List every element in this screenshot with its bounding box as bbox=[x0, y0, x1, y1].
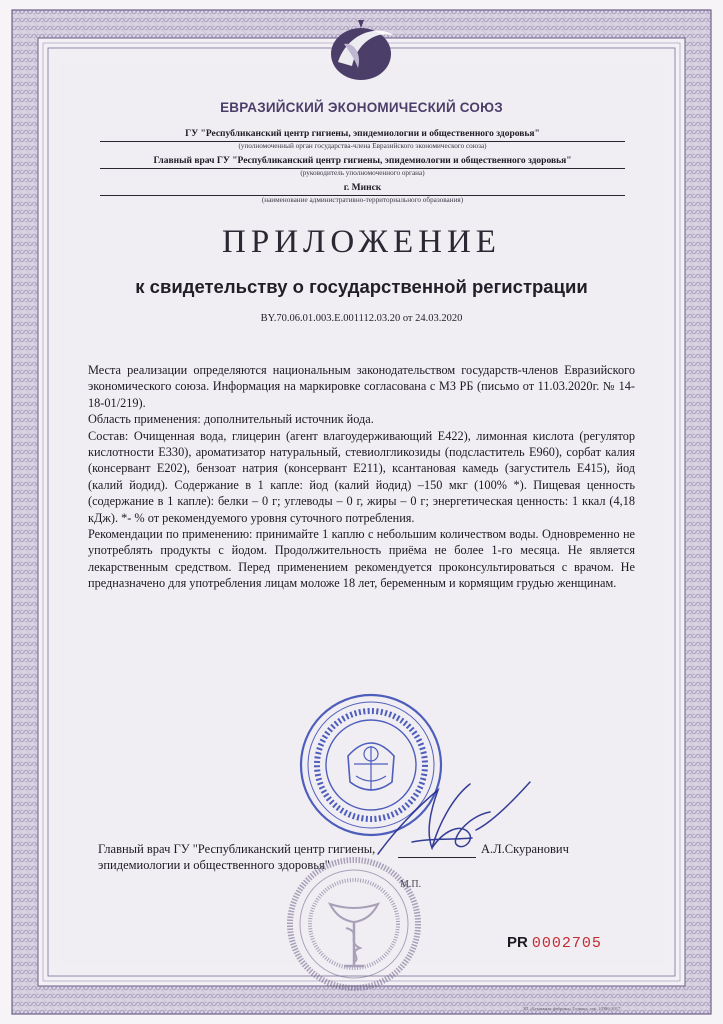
head-caption: (руководитель уполномоченного органа) bbox=[300, 169, 425, 177]
printer-note: ЗП «Бумажная фабрика» Гознака, зак. 10386-2017 bbox=[523, 1006, 621, 1011]
location-value: г. Минск bbox=[343, 183, 382, 193]
authority-caption: (уполномоченный орган государства-члена Евразийского экономического союза) bbox=[238, 142, 487, 150]
body-paragraph-scope: Область применения: дополнительный источник йода. bbox=[88, 412, 374, 427]
head-field bbox=[100, 155, 625, 178]
serial-digits: 0002705 bbox=[531, 935, 602, 952]
location-caption: (наименование административно-территориального образования) bbox=[261, 196, 464, 204]
document-subtitle: к свидетельству о государственной регистрации bbox=[135, 276, 588, 297]
serial-number bbox=[507, 934, 602, 952]
medical-emblem-icon bbox=[286, 856, 422, 992]
signatory-name: А.Л.Скуранович bbox=[481, 842, 569, 856]
stamp-place-label: М.П. bbox=[400, 879, 422, 890]
union-name: ЕВРАЗИЙСКИЙ ЭКОНОМИЧЕСКИЙ СОЮЗ bbox=[220, 100, 503, 115]
eaeu-logo-icon bbox=[318, 14, 404, 88]
authority-field bbox=[100, 128, 625, 151]
signatory-position: Главный врач ГУ "Республиканский центр гигиены, эпидемиологии и общественного здоровья" bbox=[98, 842, 376, 872]
body-text bbox=[88, 362, 635, 592]
body-paragraph-places: Места реализации определяются национальным законодательством государств-членов Евразийского экономического союза. Информация на маркировке согласована с МЗ РБ (письмо от 11.03.2020г. № 14-18-01/219). bbox=[88, 363, 635, 410]
body-paragraph-composition: Состав: Очищенная вода, глицерин (агент влагоудерживающий E422), лимонная кислота (регулятор кислотности E330), ароматизатор натуральный, стевиолгликозиды (подсластитель E960), сорбат калия (консервант E202), бензоат натрия (консервант E211), ксантановая камедь (загуститель E415), йод (калий йодид). Содержание в 1 капле: йод (калий йодид) –150 мкг (100% *). Пищевая ценность (содержание в 1 капле): белки – 0 г; углеводы – 0 г, жиры – 0 г; энергетическая ценность: 1 ккал (4,18 кДж). *- % от рекомендуемого уровня суточного потребления. bbox=[88, 428, 635, 525]
body-paragraph-recommendations: Рекомендации по применению: принимайте 1 каплю с небольшим количеством воды. Одновременно не употреблять продукты с йодом. Продолжительность приёма не более 1-го месяца. Не является лекарственным средством. Перед применением рекомендуется проконсультироваться с врачом. Не предназначено для употребления лицам моложе 18 лет, беременным и кормящим грудью женщинам. bbox=[88, 527, 635, 591]
registration-number: BY.70.06.01.003.E.001112.03.20 от 24.03.2020 bbox=[260, 313, 463, 324]
authority-value: ГУ "Республиканский центр гигиены, эпидемиологии и общественного здоровья" bbox=[185, 129, 540, 139]
serial-series: PR bbox=[507, 934, 528, 951]
document-title: ПРИЛОЖЕНИЕ bbox=[222, 224, 501, 260]
head-value: Главный врач ГУ "Республиканский центр гигиены, эпидемиологии и общественного здоровья" bbox=[153, 156, 572, 166]
location-field bbox=[100, 182, 625, 205]
